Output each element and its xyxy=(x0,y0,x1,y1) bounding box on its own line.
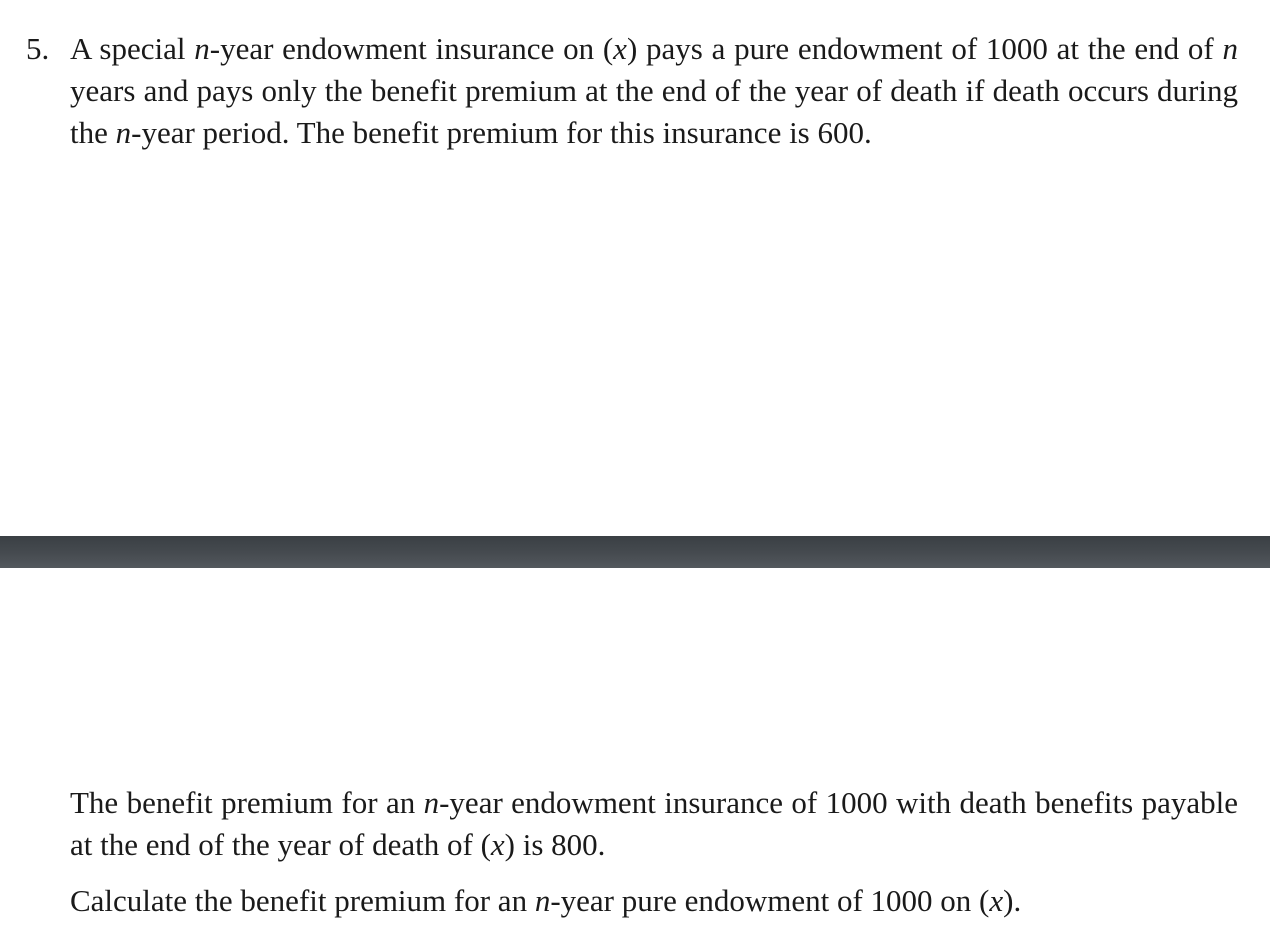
math-variable-n: n xyxy=(115,115,132,150)
math-variable-n: n xyxy=(1222,31,1238,66)
text-run: Calculate the benefit premium for an xyxy=(70,883,535,918)
text-run: years and pays only the benefit premium at the end of the year of death if death occurs during the xyxy=(70,73,1238,150)
text-run: -year endowment insurance on ( xyxy=(209,31,614,66)
math-variable-x: x xyxy=(490,827,505,862)
math-variable-n: n xyxy=(534,883,551,918)
math-variable-n: n xyxy=(423,785,440,820)
problem-number: 5. xyxy=(26,31,50,66)
second-premium-paragraph xyxy=(70,782,1238,866)
text-run: -year endowment insurance of 1000 with death benefits payable at the end of the year of death of ( xyxy=(70,785,1238,862)
math-variable-n: n xyxy=(194,31,210,66)
text-run: -year period. The benefit premium for this insurance is 600. xyxy=(131,115,872,150)
section-divider-bar xyxy=(0,536,1270,568)
math-variable-x: x xyxy=(613,31,627,66)
text-run: ) pays a pure endowment of 1000 at the end of xyxy=(626,31,1223,66)
text-run: -year pure endowment of 1000 on ( xyxy=(550,883,990,918)
problem-intro-paragraph xyxy=(70,28,1238,154)
problem-statement-bottom xyxy=(0,568,1270,940)
text-run: The benefit premium for an xyxy=(70,785,424,820)
text-run: ) is 800. xyxy=(504,827,606,862)
text-run: ). xyxy=(1003,883,1022,918)
question-paragraph xyxy=(70,880,1238,922)
math-variable-x: x xyxy=(989,883,1004,918)
text-run: A special xyxy=(70,31,195,66)
